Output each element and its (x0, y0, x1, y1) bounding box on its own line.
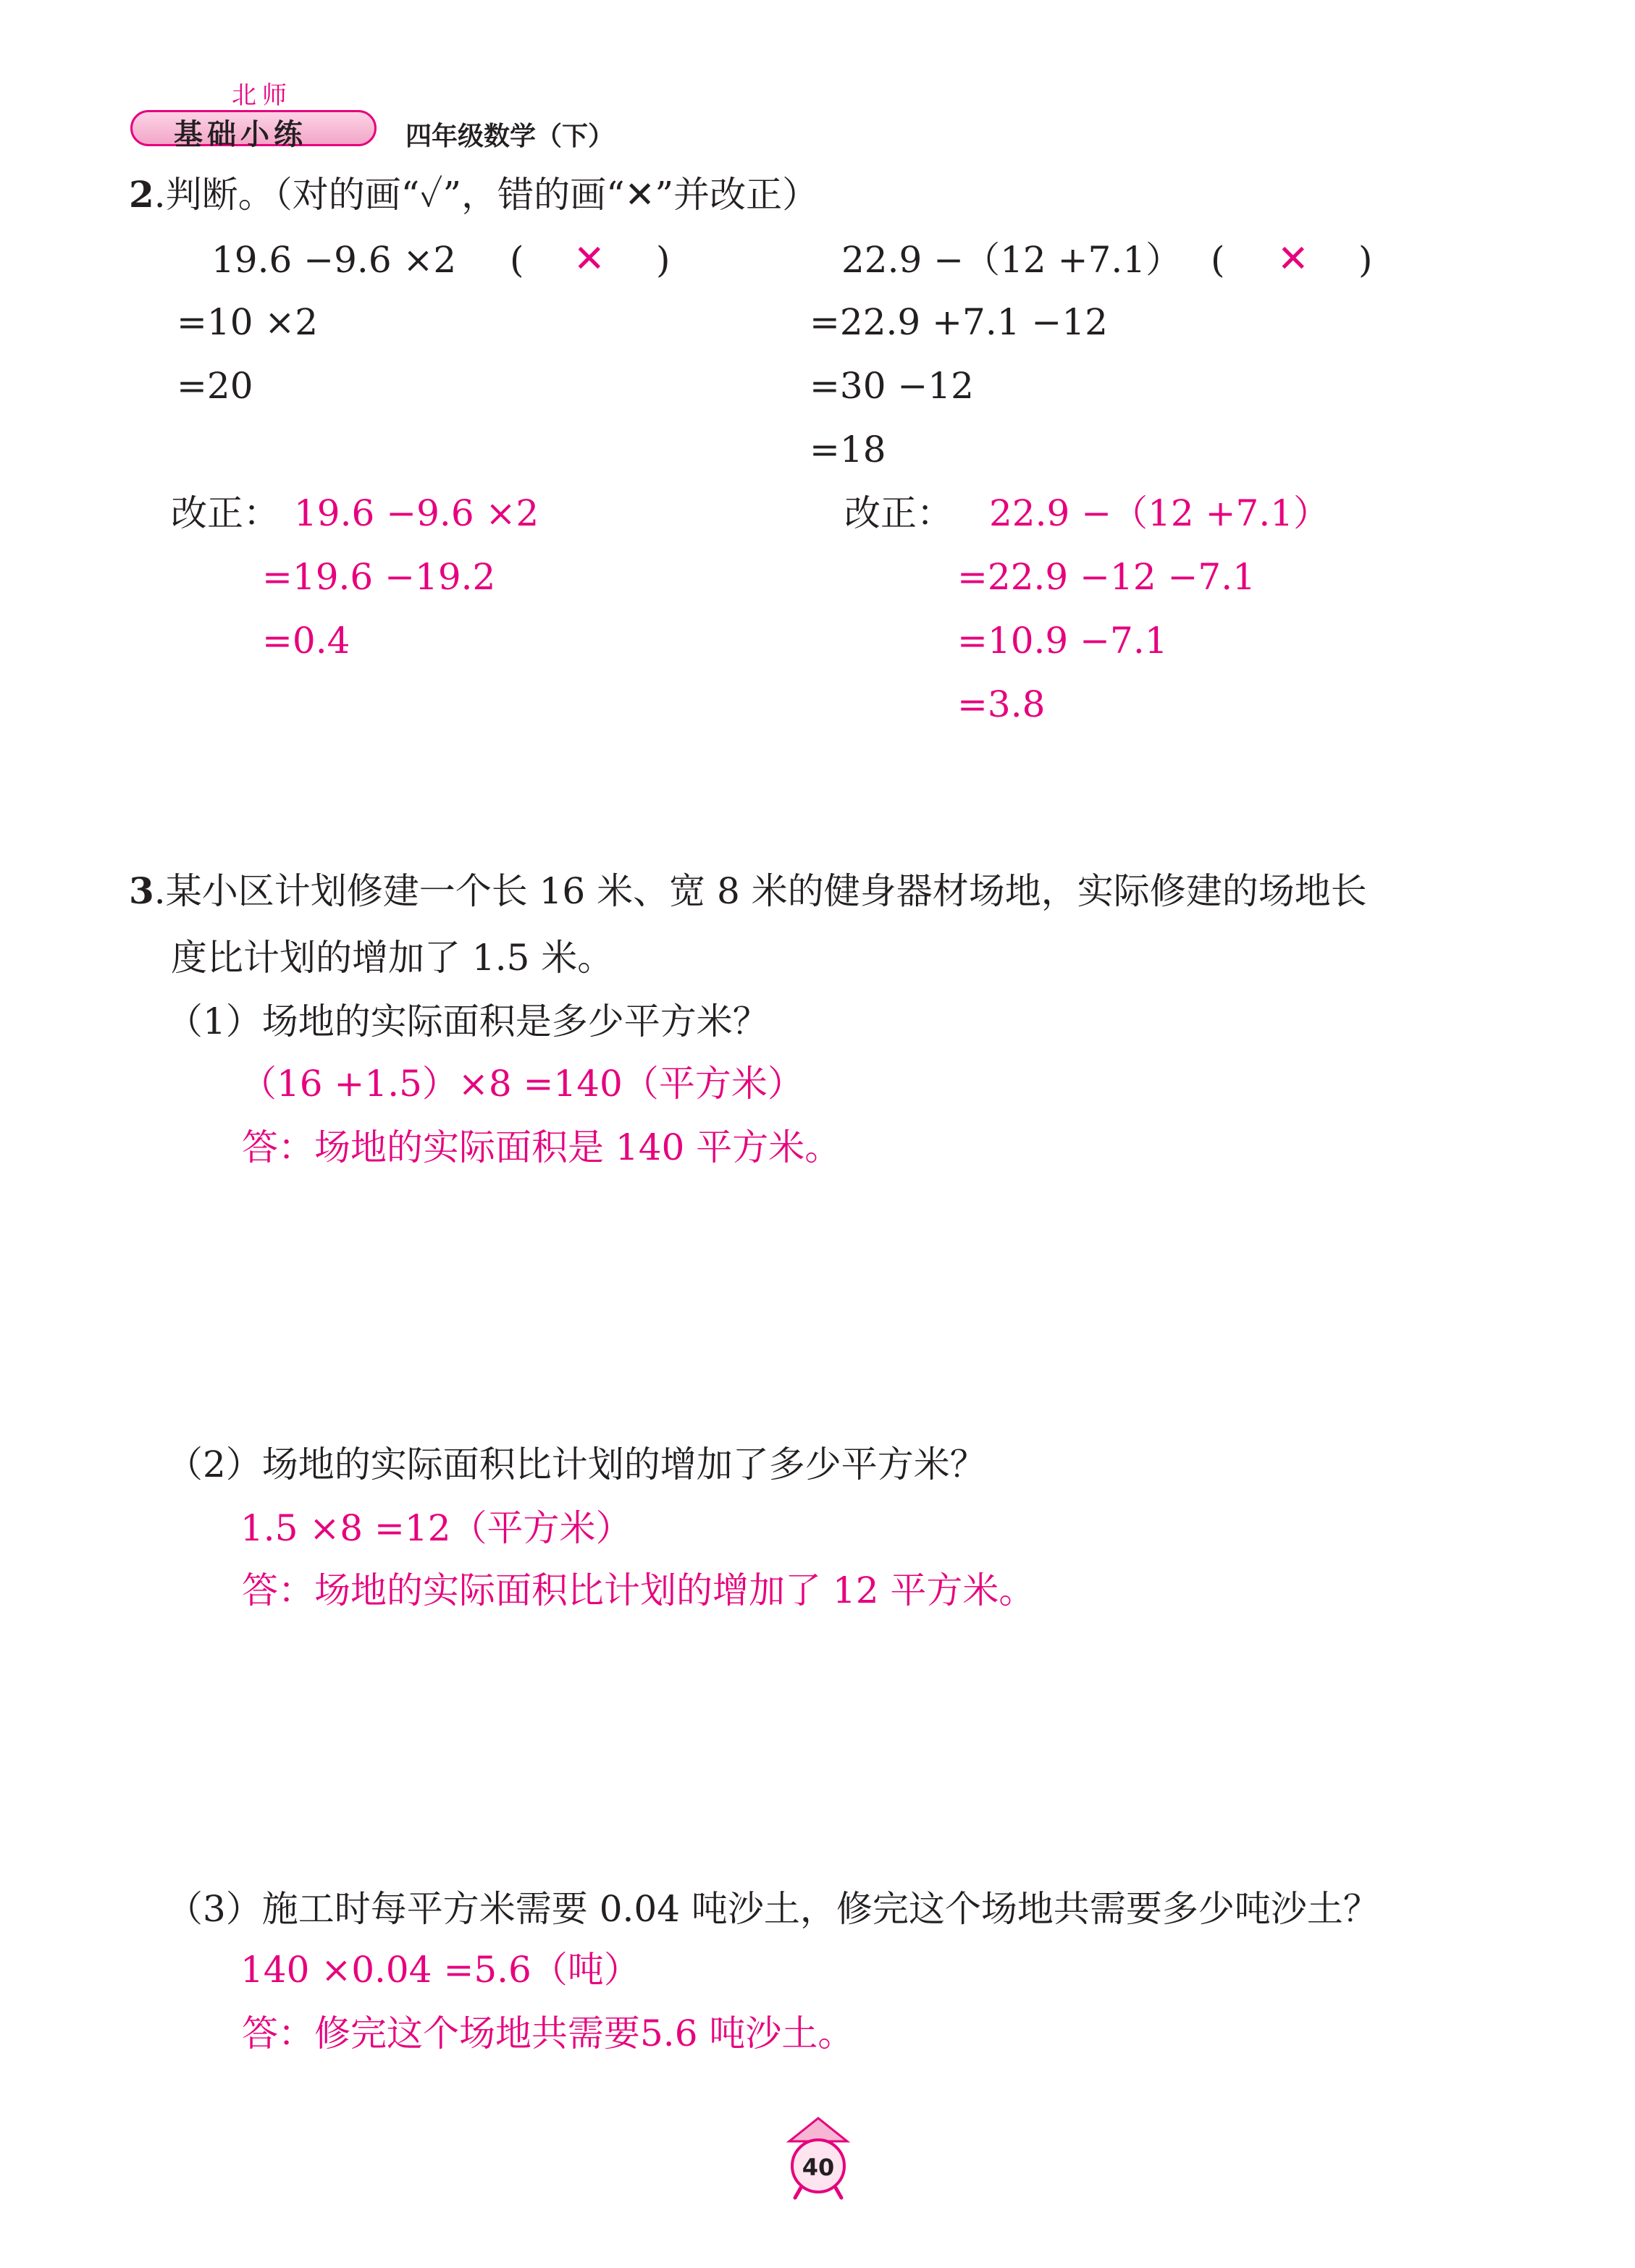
page-number: 40 (802, 2154, 835, 2181)
q2-left-expr: 19.6 −9.6 ×2 (211, 239, 457, 281)
q3-prompt-line-2: 度比计划的增加了 1.5 米。 (171, 937, 614, 979)
q2-right-fix-expr: 22.9 −（12 +7.1） (989, 492, 1330, 534)
q3-part2-conclusion: 答：场地的实际面积比计划的增加了 12 平方米。 (242, 1569, 1035, 1611)
q2-left-fix-step-2: =0.4 (262, 620, 350, 662)
q3-prompt-line-1: .某小区计划修建一个长 16 米、宽 8 米的健身器材场地，实际修建的场地长 (154, 870, 1367, 912)
q3-number: 3 (129, 869, 154, 912)
q2-number: 2 (129, 173, 154, 216)
q3-part3-conclusion: 答：修完这个场地共需要5.6 吨沙土。 (242, 2012, 854, 2054)
q2-right-fix-step-3: =3.8 (957, 683, 1046, 725)
q3-part1-question: （1）场地的实际面积是多少平方米？ (167, 1000, 769, 1042)
q2-right-fix-step-1: =22.9 −12 −7.1 (957, 556, 1256, 598)
page-number-badge (782, 2114, 854, 2201)
q2-left-wrong-mark: ✕ (573, 237, 605, 281)
q2-left-open-paren: ( (510, 239, 524, 281)
q2-right-fix-step-2: =10.9 −7.1 (957, 620, 1168, 662)
q2-right-fix-label: 改正： (844, 492, 953, 534)
q2-left-fix-label: 改正： (171, 492, 279, 534)
q2-right-open-paren: ( (1211, 239, 1225, 281)
q3-heading-line-1 (129, 869, 1367, 912)
q2-prompt: .判断。（对的画“✓”，错的画“✕”并改正） (154, 174, 819, 216)
q2-right-step-3: =18 (810, 429, 886, 471)
header-logo (123, 72, 391, 152)
q2-right-step-1: =22.9 +7.1 −12 (810, 301, 1108, 343)
q2-left-fix-expr: 19.6 −9.6 ×2 (294, 492, 539, 534)
q2-left-step-1: =10 ×2 (177, 301, 319, 343)
logo-main-text: 基础小练 (174, 118, 307, 151)
q3-part3-answer: 140 ×0.04 =5.6（吨） (240, 1949, 640, 1991)
q2-right-wrong-mark: ✕ (1277, 237, 1309, 281)
q2-right-expr: 22.9 −（12 +7.1） (841, 239, 1182, 281)
q3-part2-question: （2）场地的实际面积比计划的增加了多少平方米？ (167, 1443, 986, 1485)
q3-part1-answer: （16 +1.5）×8 =140（平方米） (240, 1063, 804, 1105)
book-title: 四年级数学（下） (405, 122, 615, 151)
q2-right-step-2: =30 −12 (810, 365, 974, 407)
q2-heading (129, 173, 819, 216)
q2-left-close-paren: ) (656, 239, 671, 281)
q2-left-step-2: =20 (177, 365, 253, 407)
q3-part3-question: （3）施工时每平方米需要 0.04 吨沙土，修完这个场地共需要多少吨沙土？ (167, 1888, 1379, 1930)
logo-top-text: 北师 (232, 81, 293, 110)
q2-right-close-paren: ) (1358, 239, 1373, 281)
q3-part2-answer: 1.5 ×8 =12（平方米） (240, 1507, 632, 1549)
q2-left-fix-step-1: =19.6 −19.2 (262, 556, 496, 598)
q3-part1-conclusion: 答：场地的实际面积是 140 平方米。 (242, 1126, 841, 1168)
